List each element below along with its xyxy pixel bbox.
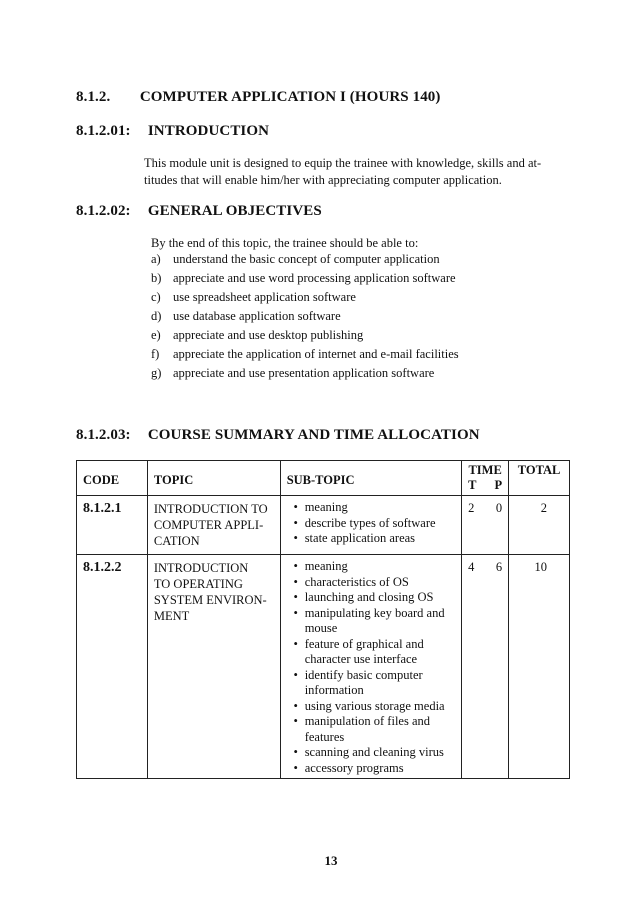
table-row [77,496,570,555]
subtopic-line: meaning [304,559,348,573]
subtopic-line: state application areas [304,531,416,545]
cell-time [462,496,509,555]
subtopic-line: meaning [304,500,348,514]
subtopic-item [287,606,455,637]
objective-item [151,307,551,326]
topic-line: SYSTEM ENVIRON- [153,593,267,607]
subtopic-line: characteristics of OS [304,574,409,589]
objectives-heading [76,203,322,220]
objective-text: use spreadsheet application software [173,290,356,304]
objective-item [151,288,551,307]
header-t: T [468,478,477,492]
subtopic-text [305,714,430,745]
bullet-icon: • [293,500,298,514]
subtopic-text [305,637,424,668]
topic-line: TO OPERATING [153,577,243,591]
subtopic-line: describe types of software [304,515,436,530]
subtopic-text [305,500,348,516]
time-values [468,501,502,516]
cell-code: 8.1.2.1 [77,496,148,555]
bullet-icon: • [293,667,298,682]
objective-letter: e) [151,328,161,342]
table-body [77,496,570,779]
table-header-row [77,461,570,496]
bullet-icon: • [293,605,298,620]
cell-subtopics [280,496,461,555]
section-heading [76,89,441,106]
subtopic-item [287,500,455,516]
time-t-value: 2 [468,501,475,515]
header-subtopic: SUB-TOPIC [280,461,461,496]
table-row [77,555,570,779]
subtopic-line: mouse [304,621,338,635]
bullet-icon: • [293,760,298,775]
subtopic-text [305,745,444,761]
subtopic-line: scanning and cleaning virus [304,745,444,759]
bullet-icon: • [293,531,298,545]
subtopic-item [287,637,455,668]
subtopic-text [305,531,415,547]
subtopic-item [287,699,455,715]
objective-letter: d) [151,309,162,323]
time-p-value: 0 [495,501,503,515]
introduction-paragraph [144,155,574,189]
header-time-label: TIME [468,463,502,477]
subtopic-item [287,761,455,777]
subtopic-line: identify basic computer [304,667,423,682]
objective-item [151,345,551,364]
subtopic-item [287,590,455,606]
cell-code: 8.1.2.2 [77,555,148,779]
cell-subtopics [280,555,461,779]
topic-line: COMPUTER APPLI- [153,518,264,532]
bullet-icon: • [293,636,298,651]
subtopic-item [287,745,455,761]
objective-text: appreciate and use word processing application software [173,271,456,285]
page-number: 13 [324,853,338,868]
introduction-line-1: This module unit is designed to equip the trainee with knowledge, skills and at- [144,156,542,170]
section-title: COMPUTER APPLICATION I (HOURS 140) [139,89,441,105]
time-p-value: 6 [495,560,503,574]
time-values [468,560,502,575]
summary-title: COURSE SUMMARY AND TIME ALLOCATION [147,427,480,443]
objectives-list [151,250,551,383]
course-summary-table [76,460,570,779]
introduction-title: INTRODUCTION [147,123,270,139]
section-number: 8.1.2. [76,89,111,105]
subtopic-item [287,559,455,575]
subtopic-item [287,668,455,699]
introduction-line-2: titudes that will enable him/her with appreciating computer application. [144,173,502,187]
objective-letter: f) [151,347,160,361]
subtopic-text [305,699,445,715]
objective-letter: g) [151,366,162,380]
subtopic-text [305,668,423,699]
introduction-heading [76,123,269,140]
bullet-icon: • [293,590,298,604]
bullet-icon: • [293,559,298,573]
subtopic-text [305,761,404,777]
objective-item [151,364,551,383]
objective-letter: a) [151,252,161,266]
subtopic-item [287,516,455,532]
subtopic-item [287,531,455,547]
cell-topic [147,496,280,555]
objective-text: appreciate and use presentation application software [173,366,435,380]
bullet-icon: • [293,515,298,530]
time-t-value: 4 [468,560,475,574]
subtopic-line: using various storage media [304,698,445,713]
objective-item [151,326,551,345]
subtopic-item [287,714,455,745]
subtopic-text [305,590,434,606]
objective-item [151,250,551,269]
summary-number: 8.1.2.03: [76,427,131,443]
subtopic-line: features [304,729,345,744]
subtopic-line: manipulating key board and [304,605,445,620]
subtopic-item [287,575,455,591]
objective-text: understand the basic concept of computer application [173,252,440,266]
header-total: TOTAL [509,461,570,496]
objectives-title: GENERAL OBJECTIVES [147,203,322,219]
topic-line: CATION [153,534,200,548]
objective-text: appreciate the application of internet and e-mail facilities [173,347,459,361]
subtopic-text [305,516,436,532]
topic-line: MENT [153,609,190,623]
bullet-icon: • [293,574,298,589]
cell-topic [147,555,280,779]
header-code: CODE [77,461,148,496]
header-p: P [494,478,503,492]
subtopic-line: manipulation of files and [304,714,431,728]
subtopic-text [305,606,445,637]
subtopic-text [305,575,409,591]
cell-total: 2 [509,496,570,555]
subtopic-line: information [304,683,364,697]
objectives-number: 8.1.2.02: [76,203,131,219]
bullet-icon: • [293,745,298,759]
subtopic-line: feature of graphical and [304,636,424,651]
objective-letter: c) [151,290,161,304]
topic-line: INTRODUCTION TO [153,502,268,516]
cell-total: 10 [509,555,570,779]
summary-heading [76,427,480,444]
subtopic-line: character use interface [304,652,418,666]
introduction-number: 8.1.2.01: [76,123,131,139]
bullet-icon: • [293,714,298,728]
subtopic-line: accessory programs [304,760,404,775]
subtopic-line: launching and closing OS [304,590,434,604]
objective-letter: b) [151,271,162,285]
objectives-intro: By the end of this topic, the trainee should be able to: [151,236,419,250]
objective-text: appreciate and use desktop publishing [173,328,364,342]
topic-line: INTRODUCTION [153,561,249,575]
subtopic-text [305,559,348,575]
objective-item [151,269,551,288]
bullet-icon: • [293,698,298,713]
header-time [462,461,509,496]
cell-time [462,555,509,779]
objective-text: use database application software [173,309,341,323]
header-topic: TOPIC [147,461,280,496]
